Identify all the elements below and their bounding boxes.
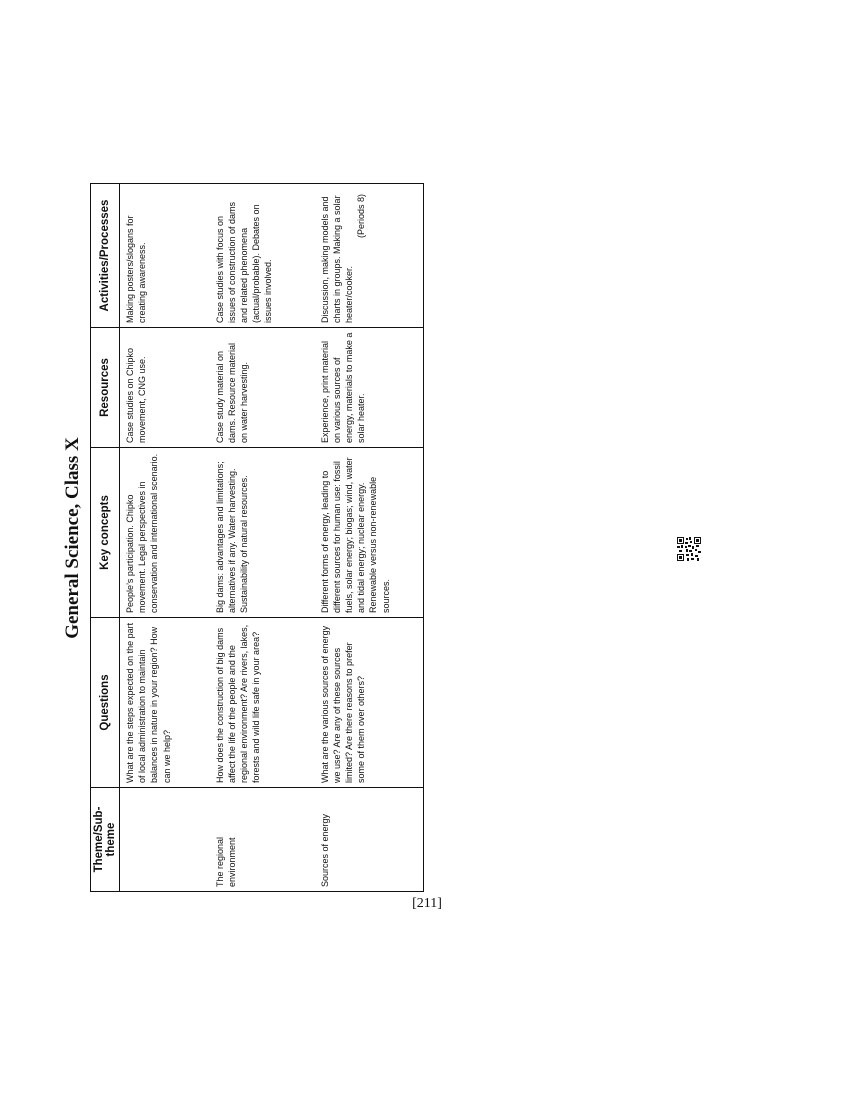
- page-number: [211]: [412, 896, 442, 911]
- activities-text: Case studies with focus on issues of construction of dams and related phenomena (actual/probable). Debates on issues involved.: [214, 201, 274, 323]
- cell-theme: [120, 788, 210, 892]
- cell-resources: Case study material on dams. Resource material on water harvesting.: [210, 328, 315, 448]
- periods-label: (Periods 8): [356, 194, 367, 239]
- cell-key-concepts: Big dams: advantages and limitations; alternatives if any. Water harvesting. Sustainability of natural resources.: [210, 448, 315, 618]
- cell-activities: [210, 184, 315, 328]
- rotated-page-content: [58, 184, 424, 892]
- cell-activities: [120, 184, 210, 328]
- page-title: General Science, Class X: [62, 437, 83, 639]
- header-key-concepts: Key concepts: [91, 448, 120, 618]
- table-row: [120, 184, 210, 892]
- table-header-row: [91, 184, 120, 892]
- activities-text: Discussion, making models and charts in groups. Making a solar heater/cooker.: [319, 195, 354, 323]
- header-activities: Activities/Processes: [91, 184, 120, 328]
- cell-resources: Case studies on Chipko movement, CNG use.: [120, 328, 210, 448]
- cell-key-concepts: People’s participation. Chipko movement. Legal perspectives in conservation and international scenario.: [120, 448, 210, 618]
- cell-theme: Sources of energy: [315, 788, 424, 892]
- cell-questions: What are the various sources of energy we use? Are any of these sources limited? Are there reasons to prefer some of them over others?: [315, 618, 424, 788]
- table-row: [315, 184, 424, 892]
- activities-text: Making posters/slogans for creating awareness.: [125, 215, 148, 323]
- cell-theme: The regional environment: [210, 788, 315, 892]
- cell-key-concepts: Different forms of energy, leading to different sources for human use: fossil fuels, solar energy; biogas; wind, water and tidal energy; nuclear energy. Renewable versus non-renewable sources.: [315, 448, 424, 618]
- header-resources: Resources: [91, 328, 120, 448]
- cell-questions: How does the construction of big dams affect the life of the people and the regional environment? Are rivers, lakes, forests and wild life safe in your area?: [210, 618, 315, 788]
- cell-activities: [315, 184, 424, 328]
- syllabus-table: [90, 183, 424, 892]
- cell-questions: What are the steps expected on the part of local administration to maintain balances in nature in your region? How can we help?: [120, 618, 210, 788]
- header-questions: Questions: [91, 618, 120, 788]
- header-theme: Theme/Sub-theme: [91, 788, 120, 892]
- qr-code-icon: [677, 537, 701, 561]
- table-row: [210, 184, 315, 892]
- cell-resources: Experience, print material on various sources of energy, materials to make a solar heater.: [315, 328, 424, 448]
